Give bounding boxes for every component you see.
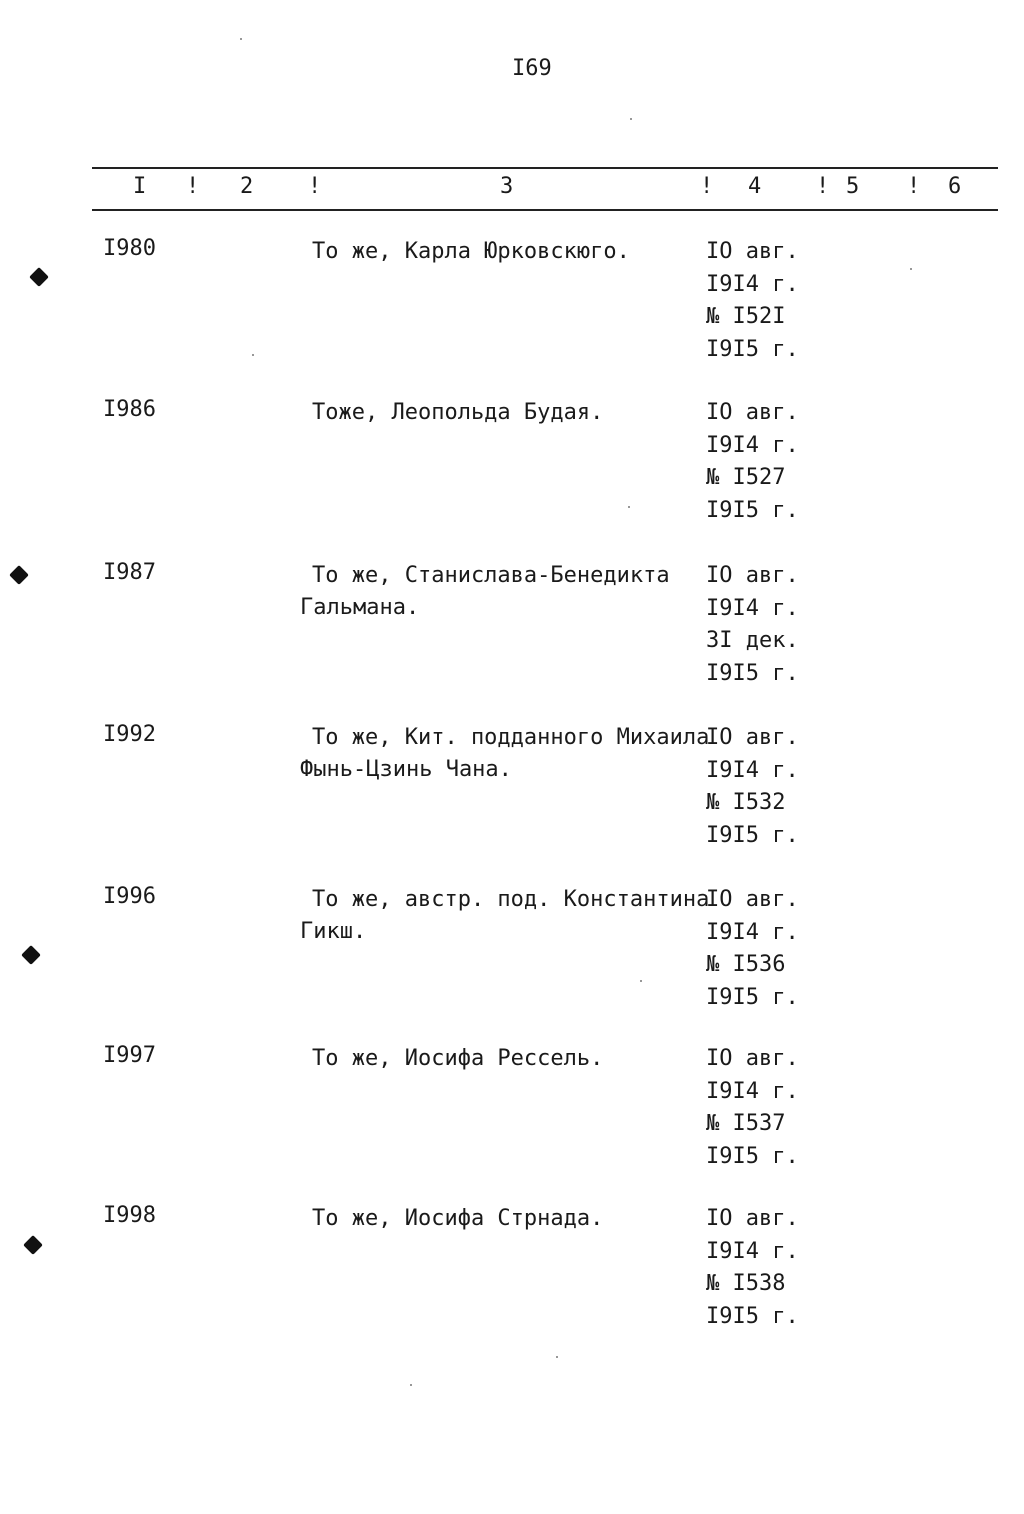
entry-dates xyxy=(706,1043,799,1173)
description-line: То же, Иосифа Стрнада. xyxy=(312,1206,604,1231)
date-line: I9I5 г. xyxy=(706,660,799,686)
scan-speck xyxy=(410,1384,412,1386)
description-line: То же, Станислава-Бенедикта xyxy=(312,563,670,588)
date-line: IO авг. xyxy=(706,239,799,264)
table-header-top-rule xyxy=(92,167,998,169)
date-line: IO авг. xyxy=(706,887,799,912)
entry-description xyxy=(300,397,710,429)
date-line: I9I4 г. xyxy=(706,757,799,783)
description-line: Фынь-Цзинь Чана. xyxy=(300,757,512,782)
entry-number: I996 xyxy=(103,884,156,909)
entry-number: I992 xyxy=(103,722,156,747)
date-line: IO авг. xyxy=(706,400,799,425)
column-separator: ! xyxy=(186,174,200,199)
entry-dates xyxy=(706,236,799,366)
description-line: То же, австр. под. Константина xyxy=(312,887,710,912)
date-line: I9I4 г. xyxy=(706,1238,799,1264)
entry-number: I997 xyxy=(103,1043,156,1068)
binding-hole-mark xyxy=(9,565,29,585)
date-line: № I532 xyxy=(706,790,786,815)
entry-description xyxy=(300,560,710,624)
description-line: То же, Карла Юрковскюго. xyxy=(312,239,630,264)
date-line: I9I4 г. xyxy=(706,271,799,297)
column-separator: ! xyxy=(907,174,921,199)
entry-dates xyxy=(706,1203,799,1333)
date-line: I9I4 г. xyxy=(706,432,799,458)
column-header-6: 6 xyxy=(948,174,962,199)
date-line: I9I5 г. xyxy=(706,336,799,362)
date-line: № I52I xyxy=(706,304,786,329)
entry-dates xyxy=(706,560,799,690)
column-header-5: 5 xyxy=(846,174,860,199)
column-header-1: I xyxy=(133,174,147,199)
date-line: IO авг. xyxy=(706,725,799,750)
description-line: Тоже, Леопольда Будая. xyxy=(312,400,604,425)
date-line: I9I5 г. xyxy=(706,1143,799,1169)
date-line: I9I5 г. xyxy=(706,822,799,848)
entry-description xyxy=(300,722,710,786)
column-header-4: 4 xyxy=(748,174,762,199)
date-line: № I538 xyxy=(706,1271,786,1296)
date-line: № I537 xyxy=(706,1111,786,1136)
binding-hole-mark xyxy=(29,267,49,287)
entry-description xyxy=(300,1043,710,1075)
scan-speck xyxy=(240,38,242,40)
scan-speck xyxy=(252,354,254,356)
description-line: Гальмана. xyxy=(300,595,420,620)
entry-number: I987 xyxy=(103,560,156,585)
entry-description xyxy=(300,884,710,948)
column-separator: ! xyxy=(308,174,322,199)
entry-dates xyxy=(706,397,799,527)
description-line: То же, Кит. подданного Михаила xyxy=(312,725,710,750)
entry-number: I998 xyxy=(103,1203,156,1228)
scan-speck xyxy=(910,268,912,270)
date-line: I9I5 г. xyxy=(706,1303,799,1329)
date-line: IO авг. xyxy=(706,563,799,588)
date-line: № I536 xyxy=(706,952,786,977)
binding-hole-mark xyxy=(23,1235,43,1255)
description-line: Гикш. xyxy=(300,919,367,944)
column-separator: ! xyxy=(700,174,714,199)
date-line: I9I5 г. xyxy=(706,497,799,523)
entry-description xyxy=(300,1203,710,1235)
date-line: IO авг. xyxy=(706,1046,799,1071)
description-line: То же, Иосифа Рессель. xyxy=(312,1046,604,1071)
date-line: I9I4 г. xyxy=(706,595,799,621)
entry-number: I986 xyxy=(103,397,156,422)
date-line: № I527 xyxy=(706,465,786,490)
entry-dates xyxy=(706,722,799,852)
binding-hole-mark xyxy=(21,945,41,965)
date-line: IO авг. xyxy=(706,1206,799,1231)
column-header-2: 2 xyxy=(240,174,254,199)
date-line: 3I дек. xyxy=(706,628,799,653)
date-line: I9I4 г. xyxy=(706,1078,799,1104)
scan-speck xyxy=(556,1356,558,1358)
page-number: I69 xyxy=(512,56,552,81)
entry-number: I980 xyxy=(103,236,156,261)
scan-speck xyxy=(628,506,630,508)
scan-speck xyxy=(630,118,632,120)
date-line: I9I5 г. xyxy=(706,984,799,1010)
entry-dates xyxy=(706,884,799,1014)
scan-speck xyxy=(640,980,642,982)
entry-description xyxy=(300,236,710,268)
column-separator: ! xyxy=(816,174,830,199)
table-header-bottom-rule xyxy=(92,209,998,211)
column-header-3: 3 xyxy=(500,174,514,199)
date-line: I9I4 г. xyxy=(706,919,799,945)
